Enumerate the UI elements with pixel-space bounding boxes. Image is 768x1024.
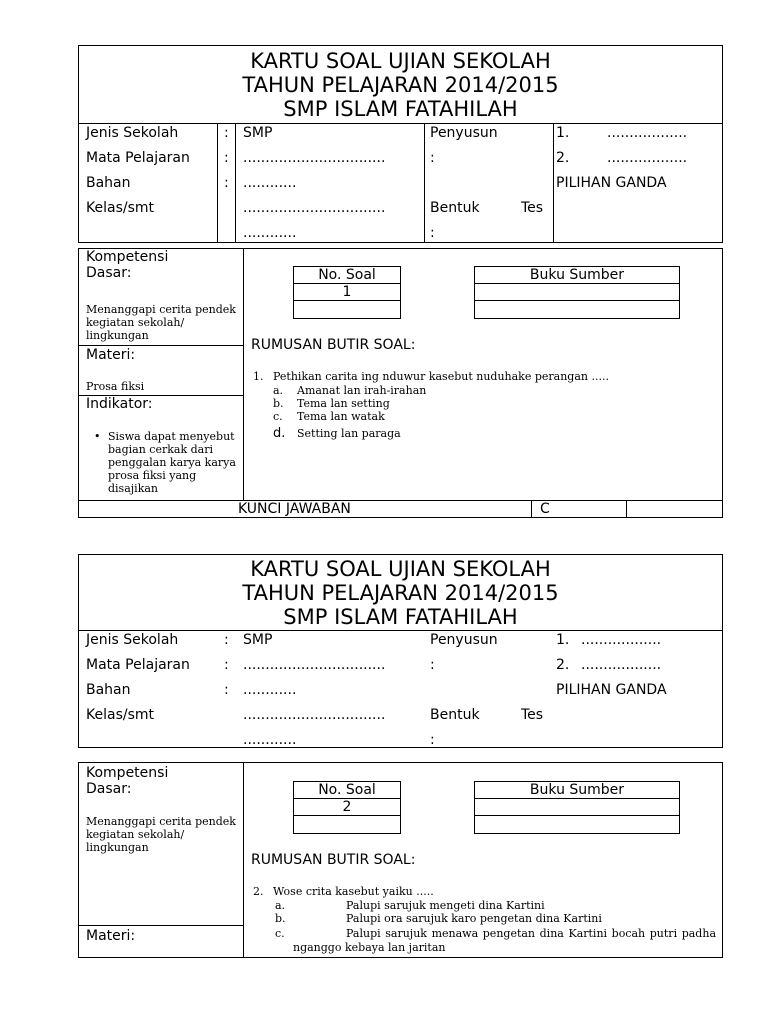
kelas-label: Kelas/smt bbox=[86, 707, 154, 723]
materi-text: Prosa fiksi bbox=[86, 380, 145, 393]
mapel-value: ................................ bbox=[243, 657, 386, 673]
bentuk-colon: : bbox=[430, 225, 435, 241]
bahan-label: Bahan bbox=[86, 682, 131, 698]
no-soal-value: 1 bbox=[293, 283, 401, 301]
mapel-value: ................................ bbox=[243, 150, 386, 166]
mapel-colon: : bbox=[224, 150, 229, 166]
materi-label: Materi: bbox=[86, 928, 136, 944]
kompetensi-label: Kompetensi Dasar: bbox=[86, 765, 169, 797]
buku-sumber-row-2 bbox=[474, 300, 680, 319]
indikator-text: • Siswa dapat menyebut bagian cerkak dari penggalan karya karya prosa fiksi yang disajikan bbox=[108, 430, 236, 495]
no-soal-label: No. Soal bbox=[293, 266, 401, 284]
bentuk-colon: : bbox=[430, 732, 435, 748]
jenis-value: SMP bbox=[243, 125, 273, 141]
penyusun-label: Penyusun bbox=[430, 632, 498, 648]
card-2-title bbox=[78, 555, 723, 630]
no-soal-empty bbox=[293, 815, 401, 834]
jenis-label: Jenis Sekolah bbox=[86, 125, 179, 141]
penyusun-1-dots: .................. bbox=[581, 632, 662, 648]
buku-sumber-row-1 bbox=[474, 798, 680, 816]
penyusun-2-num: 2. bbox=[556, 657, 570, 673]
jenis-colon: : bbox=[224, 125, 229, 141]
buku-sumber-row-1 bbox=[474, 283, 680, 301]
penyusun-colon: : bbox=[430, 657, 435, 673]
penyusun-colon: : bbox=[430, 150, 435, 166]
mapel-label: Mata Pelajaran bbox=[86, 150, 190, 166]
mapel-colon: : bbox=[224, 657, 229, 673]
option-b-letter: b. bbox=[275, 912, 286, 925]
option-d-letter: d. bbox=[273, 426, 286, 441]
kelas-value: ................................ bbox=[243, 200, 386, 216]
tes-label: Tes bbox=[521, 707, 544, 723]
title-line-3: SMP ISLAM FATAHILAH bbox=[283, 97, 518, 121]
title-line-3: SMP ISLAM FATAHILAH bbox=[283, 605, 518, 629]
penyusun-1-num: 1. bbox=[556, 632, 570, 648]
option-c-letter: c. bbox=[275, 927, 285, 940]
question-text: Pethikan carita ing nduwur kasebut nuduhake perangan ..... bbox=[273, 370, 609, 383]
buku-sumber-label: Buku Sumber bbox=[474, 781, 680, 799]
jenis-colon: : bbox=[224, 632, 229, 648]
kunci-label: KUNCI JAWABAN bbox=[238, 501, 351, 517]
mapel-label: Mata Pelajaran bbox=[86, 657, 190, 673]
kunci-value: C bbox=[540, 501, 550, 517]
rumusan-label: RUMUSAN BUTIR SOAL: bbox=[251, 337, 416, 353]
penyusun-1-dots: .................. bbox=[607, 125, 688, 141]
penyusun-label: Penyusun bbox=[430, 125, 498, 141]
title-line-1: KARTU SOAL UJIAN SEKOLAH bbox=[250, 49, 551, 73]
option-c-letter: c. bbox=[273, 410, 283, 423]
option-b-text: Tema lan setting bbox=[297, 397, 390, 410]
jenis-value: SMP bbox=[243, 632, 273, 648]
no-soal-value: 2 bbox=[293, 798, 401, 816]
pilihan-ganda: PILIHAN GANDA bbox=[556, 175, 667, 191]
indikator-label: Indikator: bbox=[86, 396, 153, 412]
no-soal-label: No. Soal bbox=[293, 781, 401, 799]
question-num: 1. bbox=[253, 370, 264, 383]
option-c-text: Palupi sarujuk menawa pengetan dina Kartini bocah putri padha bbox=[346, 927, 716, 940]
question-num: 2. bbox=[253, 885, 264, 898]
penyusun-1-num: 1. bbox=[556, 125, 570, 141]
kelas-value-2: ............ bbox=[243, 225, 297, 241]
kompetensi-label: Kompetensi Dasar: bbox=[86, 249, 169, 281]
no-soal-empty bbox=[293, 300, 401, 319]
title-line-2: TAHUN PELAJARAN 2014/2015 bbox=[242, 581, 559, 605]
kompetensi-text: Menanggapi cerita pendek kegiatan sekolah/ lingkungan bbox=[86, 303, 236, 342]
buku-sumber-label: Buku Sumber bbox=[474, 266, 680, 284]
title-line-1: KARTU SOAL UJIAN SEKOLAH bbox=[250, 557, 551, 581]
buku-sumber-row-2 bbox=[474, 815, 680, 834]
bahan-value: ............ bbox=[243, 682, 297, 698]
card-1-title bbox=[78, 47, 723, 123]
kelas-value-2: ............ bbox=[243, 732, 297, 748]
option-c-text: Tema lan watak bbox=[297, 410, 385, 423]
rumusan-label: RUMUSAN BUTIR SOAL: bbox=[251, 852, 416, 868]
option-a-letter: a. bbox=[275, 899, 286, 912]
bentuk-label: Bentuk bbox=[430, 707, 480, 723]
option-b-letter: b. bbox=[273, 397, 284, 410]
bentuk-label: Bentuk bbox=[430, 200, 480, 216]
option-a-text: Palupi sarujuk mengeti dina Kartini bbox=[346, 899, 545, 912]
penyusun-2-dots: .................. bbox=[581, 657, 662, 673]
jenis-label: Jenis Sekolah bbox=[86, 632, 179, 648]
title-line-2: TAHUN PELAJARAN 2014/2015 bbox=[242, 73, 559, 97]
option-c-text-2: nganggo kebaya lan jaritan bbox=[293, 941, 446, 954]
penyusun-2-dots: .................. bbox=[607, 150, 688, 166]
bahan-colon: : bbox=[224, 175, 229, 191]
option-a-text: Amanat lan irah-irahan bbox=[297, 384, 427, 397]
kelas-label: Kelas/smt bbox=[86, 200, 154, 216]
kompetensi-text: Menanggapi cerita pendek kegiatan sekolah/ lingkungan bbox=[86, 815, 236, 854]
bahan-label: Bahan bbox=[86, 175, 131, 191]
kelas-value: ................................ bbox=[243, 707, 386, 723]
option-b-text: Palupi ora sarujuk karo pengetan dina Kartini bbox=[346, 912, 602, 925]
penyusun-2-num: 2. bbox=[556, 150, 570, 166]
option-a-letter: a. bbox=[273, 384, 284, 397]
option-d-text: Setting lan paraga bbox=[297, 427, 401, 440]
pilihan-ganda: PILIHAN GANDA bbox=[556, 682, 667, 698]
bahan-colon: : bbox=[224, 682, 229, 698]
materi-label: Materi: bbox=[86, 347, 136, 363]
bahan-value: ............ bbox=[243, 175, 297, 191]
tes-label: Tes bbox=[521, 200, 544, 216]
question-text: Wose crita kasebut yaiku ..... bbox=[273, 885, 434, 898]
